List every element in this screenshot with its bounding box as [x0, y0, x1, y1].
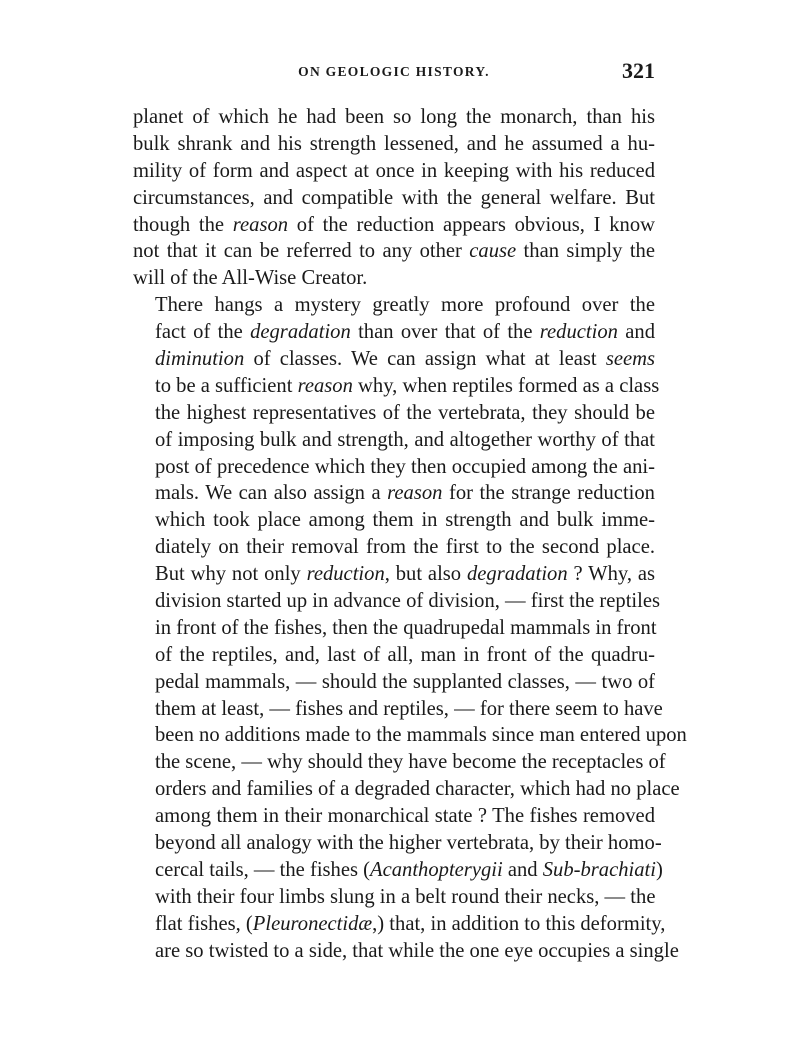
text-line: though the reason of the reduction appears obvious, I know [133, 213, 655, 236]
paragraph-2 [133, 292, 687, 964]
paragraph-1 [133, 104, 655, 292]
text-line: been no additions made to the mammals since man entered upon [155, 724, 687, 747]
text-line: mals. We can also assign a reason for the strange reduction [155, 482, 655, 505]
page-number: 321 [622, 58, 655, 83]
text-line: not that it can be referred to any other cause than simply the [133, 240, 655, 263]
text-line: cercal tails, — the fishes (Acanthopterygii and Sub-brachiati) [155, 858, 663, 881]
text-line: the highest representatives of the vertebrata, they should be [155, 401, 655, 424]
text-line: beyond all analogy with the higher vertebrata, by their homo- [155, 832, 662, 855]
running-head [133, 58, 655, 88]
text-line: bulk shrank and his strength lessened, and he assumed a hu- [133, 132, 655, 155]
text-line: among them in their monarchical state ? The fishes removed [155, 805, 655, 828]
text-line: diminution of classes. We can assign what at least seems [155, 348, 655, 371]
text-line: division started up in advance of division, — first the reptiles [155, 590, 661, 613]
italic-term: reduction [539, 321, 618, 344]
text-line: flat fishes, (Pleuronectidæ,) that, in addition to this deformity, [155, 912, 666, 935]
text-line: There hangs a mystery greatly more profound over the [155, 294, 655, 317]
italic-term: degradation [250, 321, 351, 344]
italic-term: Pleuronectidæ [252, 912, 373, 935]
running-title: ON GEOLOGIC HISTORY. [298, 64, 490, 79]
body-text [133, 104, 687, 965]
text-line: them at least, — fishes and reptiles, — for there seem to have [155, 697, 663, 720]
text-line: post of precedence which they then occupied among the ani- [155, 455, 655, 478]
italic-term: reason [387, 482, 443, 505]
text-line: But why not only reduction, but also degradation ? Why, as [155, 563, 655, 586]
italic-term: degradation [466, 563, 568, 586]
text-line: which took place among them in strength and bulk imme- [155, 509, 655, 532]
text-line: to be a sufficient reason why, when reptiles formed as a class [155, 374, 660, 397]
italic-term: reason [232, 213, 289, 236]
text-line: with their four limbs slung in a belt round their necks, — the [155, 885, 656, 908]
text-line: the scene, — why should they have become the receptacles of [155, 751, 666, 774]
text-line: diately on their removal from the first to the second place. [155, 536, 655, 559]
text-line: in front of the fishes, then the quadrupedal mammals in front [155, 616, 657, 639]
text-line: are so twisted to a side, that while the one eye occupies a single [155, 939, 679, 962]
text-line: planet of which he had been so long the monarch, than his [133, 106, 655, 128]
text-line: pedal mammals, — should the supplanted classes, — two of [155, 670, 655, 693]
text-line: will of the All-Wise Creator. [133, 267, 368, 290]
text-line: fact of the degradation than over that of the reduction and [155, 321, 655, 344]
text-line: of the reptiles, and, last of all, man in front of the quadru- [155, 643, 655, 666]
text-line: mility of form and aspect at once in keeping with his reduced [133, 159, 655, 182]
italic-term: diminution [155, 348, 245, 371]
text-line: circumstances, and compatible with the general welfare. But [133, 186, 655, 209]
text-line: of imposing bulk and strength, and altogether worthy of that [155, 428, 655, 451]
italic-term: Sub-brachiati [542, 858, 656, 881]
italic-term: Acanthopterygii [370, 858, 503, 881]
italic-term: seems [605, 348, 655, 371]
text-line: orders and families of a degraded character, which had no place [155, 778, 680, 801]
italic-term: reduction [306, 563, 385, 586]
italic-term: reason [297, 374, 353, 397]
italic-term: cause [469, 240, 517, 263]
